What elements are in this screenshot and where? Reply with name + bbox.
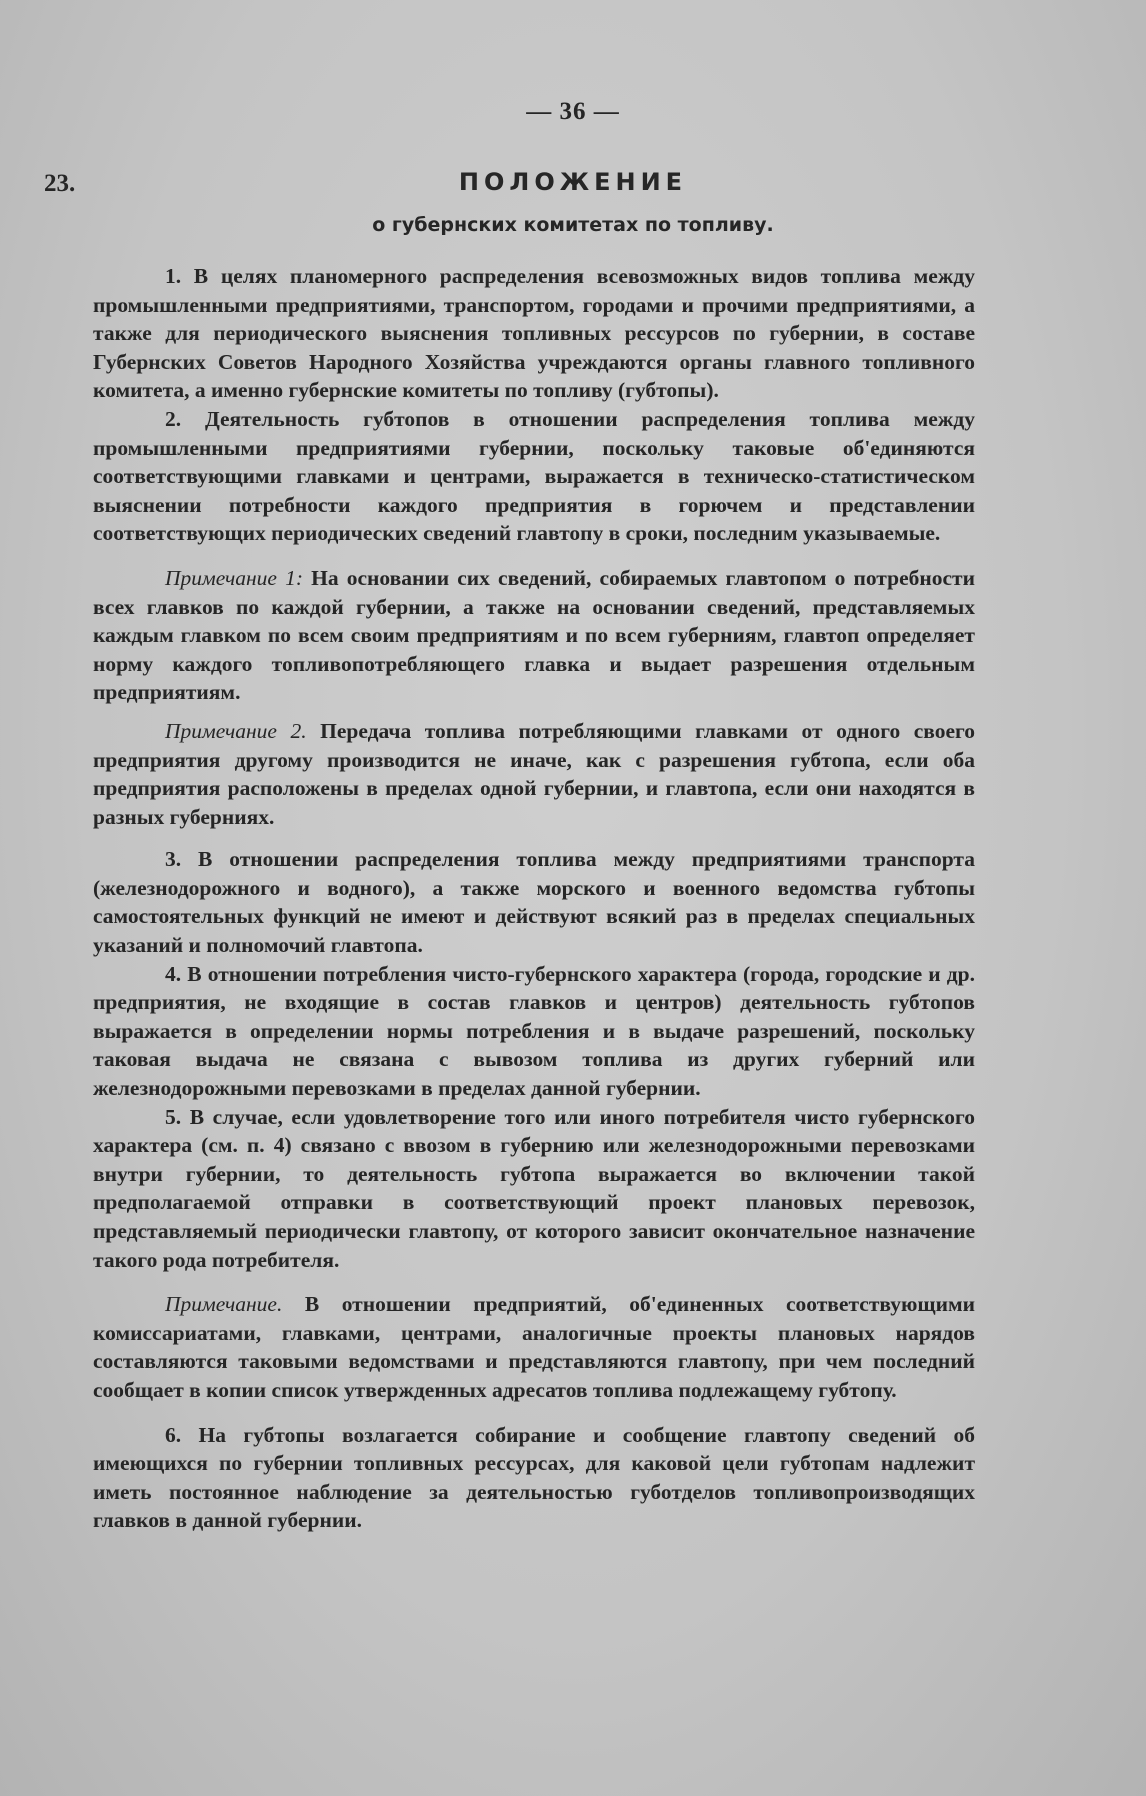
document-number: 23. [44, 170, 76, 197]
paragraph-6: 6. На губтопы возлагается собирание и сообщение главтопу сведений об имеющихся по губернии топливных рессурсах, для каковой цели губтопам надлежит иметь постоянное наблюдение за деятельностью губотделов топливопроизводящих главков в данной губернии. [93, 1422, 975, 1533]
note-3-label: Примечание. [165, 1292, 283, 1317]
paragraph-1: 1. В целях планомерного распределения всевозможных видов топлива между промышленными предприятиями, транспортом, городами и прочими предприятиями, а также для периодического выяснения топливных рессурсов по губернии, в составе Губернских Советов Народного Хозяйства учреждаются органы главного топливного комитета, а именно губернские комитеты по топливу (губтопы). [93, 264, 975, 403]
note-2: Примечание 2. Передача топлива потребляющими главками от одного своего предприятия другому производится не иначе, как с разрешения губтопа, если оба предприятия расположены в пределах одной губернии, и главтопа, если они находятся в разных губерниях. [93, 718, 975, 829]
paragraph-3: 3. В отношении распределения топлива между предприятиями транспорта (железнодорожного и водного), а также морского и военного ведомства губтопы самостоятельных функций не имеют и действуют всякий раз в пределах специальных указаний и полномочий главтопа. [93, 847, 975, 958]
page-number: — 36 — [526, 98, 620, 125]
document-title: ПОЛОЖЕНИЕ [458, 168, 688, 196]
paragraph-5: 5. В случае, если удовлетворение того или иного потребителя чисто губернского характера (см. п. 4) связано с ввозом в губернию или железнодорожными перевозками внутри губернии, то деятельность губтопа выражается во включении такой предполагаемой отправки в соответствующий проект плановых перевозок, представляемый периодически главтопу, от которого зависит окончательное назначение такого рода потребителя. [93, 1104, 975, 1272]
document-subtitle: о губернских комитетах по топливу. [372, 214, 774, 236]
paragraph-4: 4. В отношении потребления чисто-губернского характера (города, городские и др. предприятия, не входящие в состав главков и центров) деятельность губтопов выражается в определении нормы потребления и в выдаче разрешений, поскольку таковая выдача не связана с вывозом топлива из других губерний или железнодорожными перевозками в пределах данной губернии. [93, 961, 975, 1101]
note-3: Примечание. В отношении предприятий, об'единенных соответствующими комиссариатами, главками, центрами, аналогичные проекты плановых нарядов составляются таковыми ведомствами и представляются главтопу, при чем последний сообщает в копии список утвержденных адресатов топлива подлежащему губтопу. [93, 1292, 976, 1402]
document-body [93, 262, 975, 1535]
paragraph-2: 2. Деятельность губтопов в отношении распределения топлива между промышленными предприятиями губернии, поскольку таковые об'единяются соответствующими главками и центрами, выражается в техническо-статистическом выяснении потребности каждого предприятия в горючем и представлении соответствующих периодических сведений главтопу в сроки, последним указываемые. [93, 406, 975, 546]
note-1: Примечание 1: На основании сих сведений, собираемых главтопом о потребности всех главков по каждой губернии, а также на основании сведений, представляемых каждым главком по всем своим предприятиям и по всем губерниям, главтоп определяет норму каждого топливопотребляющего главка и выдает разрешения отдельным предприятиям. [93, 565, 975, 705]
note-2-label: Примечание 2. [165, 718, 307, 743]
note-1-label: Примечание 1: [165, 565, 303, 590]
